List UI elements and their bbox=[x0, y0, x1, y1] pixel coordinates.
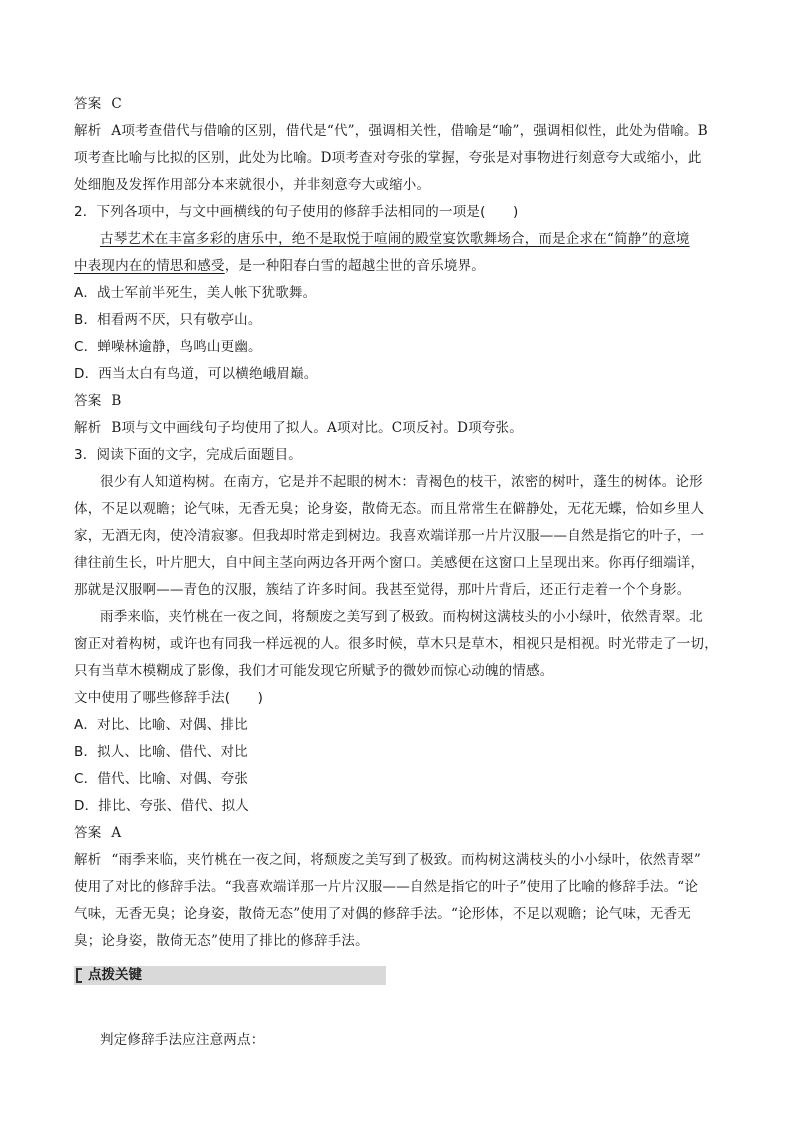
answer-value: B bbox=[111, 393, 122, 409]
quote-tail: ，是一种阳春白雪的超越尘世的音乐境界。 bbox=[224, 258, 486, 274]
question-2-quote-line-1 bbox=[100, 229, 724, 249]
passage-line-4: 律往前生长，叶片肥大，自中间主茎向两边各开两个窗口。美感便在这窗口上呈现出来。你再仔细端详， bbox=[74, 555, 705, 571]
passage-line-5: 那就是汉服啊——青色的汉服，簇结了许多时间。我甚至觉得，那叶片背后，还正行走着一个个身影。 bbox=[74, 582, 691, 598]
answer-value: A bbox=[111, 825, 122, 841]
question-2-quote-line-2 bbox=[74, 256, 724, 276]
passage-line-7: 窗正对着构树，或许也有同我一样远视的人。很多时候，草木只是草木，相视只是相视。时光带走了一切， bbox=[74, 636, 718, 652]
explanation-3-line-4: 臭；论身姿，散倚无态”使用了排比的修辞手法。 bbox=[74, 933, 369, 949]
answer-label: 答案 bbox=[74, 96, 102, 112]
question-3-prompt: 文中使用了哪些修辞手法( ) bbox=[74, 690, 264, 706]
underlined-sentence: 中表现内在的情思和感受 bbox=[74, 258, 225, 274]
explanation-text: A项考查借代与借喻的区别，借代是“代”，强调相关性，借喻是“喻”，强调相似性，此处为借喻。B bbox=[111, 123, 708, 139]
passage-line-8: 只有当草木模糊成了影像，我们才可能发现它所赋予的微妙而惊心动魄的情感。 bbox=[74, 663, 554, 679]
question-2-option-b: B．相看两不厌，只有敬亭山。 bbox=[74, 312, 262, 328]
explanation-text: B项与文中画线句子均使用了拟人。A项对比。C项反衬。D项夸张。 bbox=[111, 420, 523, 436]
answer-label: 答案 bbox=[74, 825, 102, 841]
question-3-option-b: B．拟人、比喻、借代、对比 bbox=[74, 744, 248, 760]
answer-2 bbox=[74, 391, 724, 411]
answer-value: C bbox=[111, 96, 122, 112]
explanation-1-line-2: 项考查比喻与比拟的区别，此处为比喻。D项考查对夸张的掌握，夸张是对事物进行刻意夸大或缩小，此 bbox=[74, 150, 702, 166]
bracket-icon bbox=[76, 968, 82, 983]
passage-line-3: 家，无酒无肉，使冷清寂寥。但我却时常走到树边。我喜欢端详那一片片汉服——自然是指它的叶子，一 bbox=[74, 528, 705, 544]
question-3-option-d: D．排比、夸张、借代、拟人 bbox=[74, 798, 249, 814]
explanation-text: “雨季来临，夹竹桃在一夜之间，将颓废之美写到了极致。而构树这满枝头的小小绿叶，依然青翠” bbox=[111, 852, 702, 868]
question-3-option-a: A．对比、比喻、对偶、排比 bbox=[74, 717, 248, 733]
explanation-3-line-2: 使用了对比的修辞手法。“我喜欢端详那一片片汉服——自然是指它的叶子”使用了比喻的修辞手法。“论 bbox=[74, 879, 699, 895]
passage-line-2: 体，不足以观瞻；论气味，无香无臭；论身姿，散倚无态。而且常常生在僻静处，无花无蝶，恰如乡里人 bbox=[74, 501, 705, 517]
question-2-option-d: D．西当太白有鸟道，可以横绝峨眉巅。 bbox=[74, 366, 318, 382]
explanation-label: 解析 bbox=[74, 420, 102, 436]
passage-line-1: 很少有人知道构树。在南方，它是并不起眼的树木：青褐色的枝干，浓密的树叶，蓬生的树体。论形 bbox=[100, 474, 703, 490]
explanation-3-line-3: 气味，无香无臭；论身姿，散倚无态”使用了对偶的修辞手法。“论形体，不足以观瞻；论气味，无香无 bbox=[74, 906, 692, 922]
answer-label: 答案 bbox=[74, 393, 102, 409]
tips-heading: 点拨关键 bbox=[88, 967, 142, 983]
question-2-option-a: A．战士军前半死生，美人帐下犹歌舞。 bbox=[74, 285, 317, 301]
tips-intro: 判定修辞手法应注意两点： bbox=[100, 1032, 265, 1048]
explanation-1-line-3: 处细胞及发挥作用部分本来就很小，并非刻意夸大或缩小。 bbox=[74, 177, 431, 193]
question-2-stem: 2．下列各项中，与文中画横线的句子使用的修辞手法相同的一项是( ) bbox=[74, 204, 519, 220]
passage-line-6: 雨季来临，夹竹桃在一夜之间，将颓废之美写到了极致。而构树这满枝头的小小绿叶，依然青翠。北 bbox=[100, 609, 703, 625]
underlined-sentence: 古琴艺术在丰富多彩的唐乐中，绝不是取悦于喧闹的殿堂宴饮歌舞场合，而是企求在“简静”的意境 bbox=[100, 231, 690, 247]
explanation-3-line-1 bbox=[74, 850, 724, 870]
explanation-label: 解析 bbox=[74, 123, 102, 139]
question-3-stem: 3．阅读下面的文字，完成后面题目。 bbox=[74, 447, 302, 463]
answer-3 bbox=[74, 823, 724, 843]
answer-1 bbox=[74, 94, 724, 114]
question-3-option-c: C．借代、比喻、对偶、夸张 bbox=[74, 771, 249, 787]
explanation-label: 解析 bbox=[74, 852, 102, 868]
question-2-option-c: C．蝉噪林逾静，鸟鸣山更幽。 bbox=[74, 339, 262, 355]
explanation-1-line-1 bbox=[74, 121, 724, 141]
explanation-2 bbox=[74, 418, 724, 438]
